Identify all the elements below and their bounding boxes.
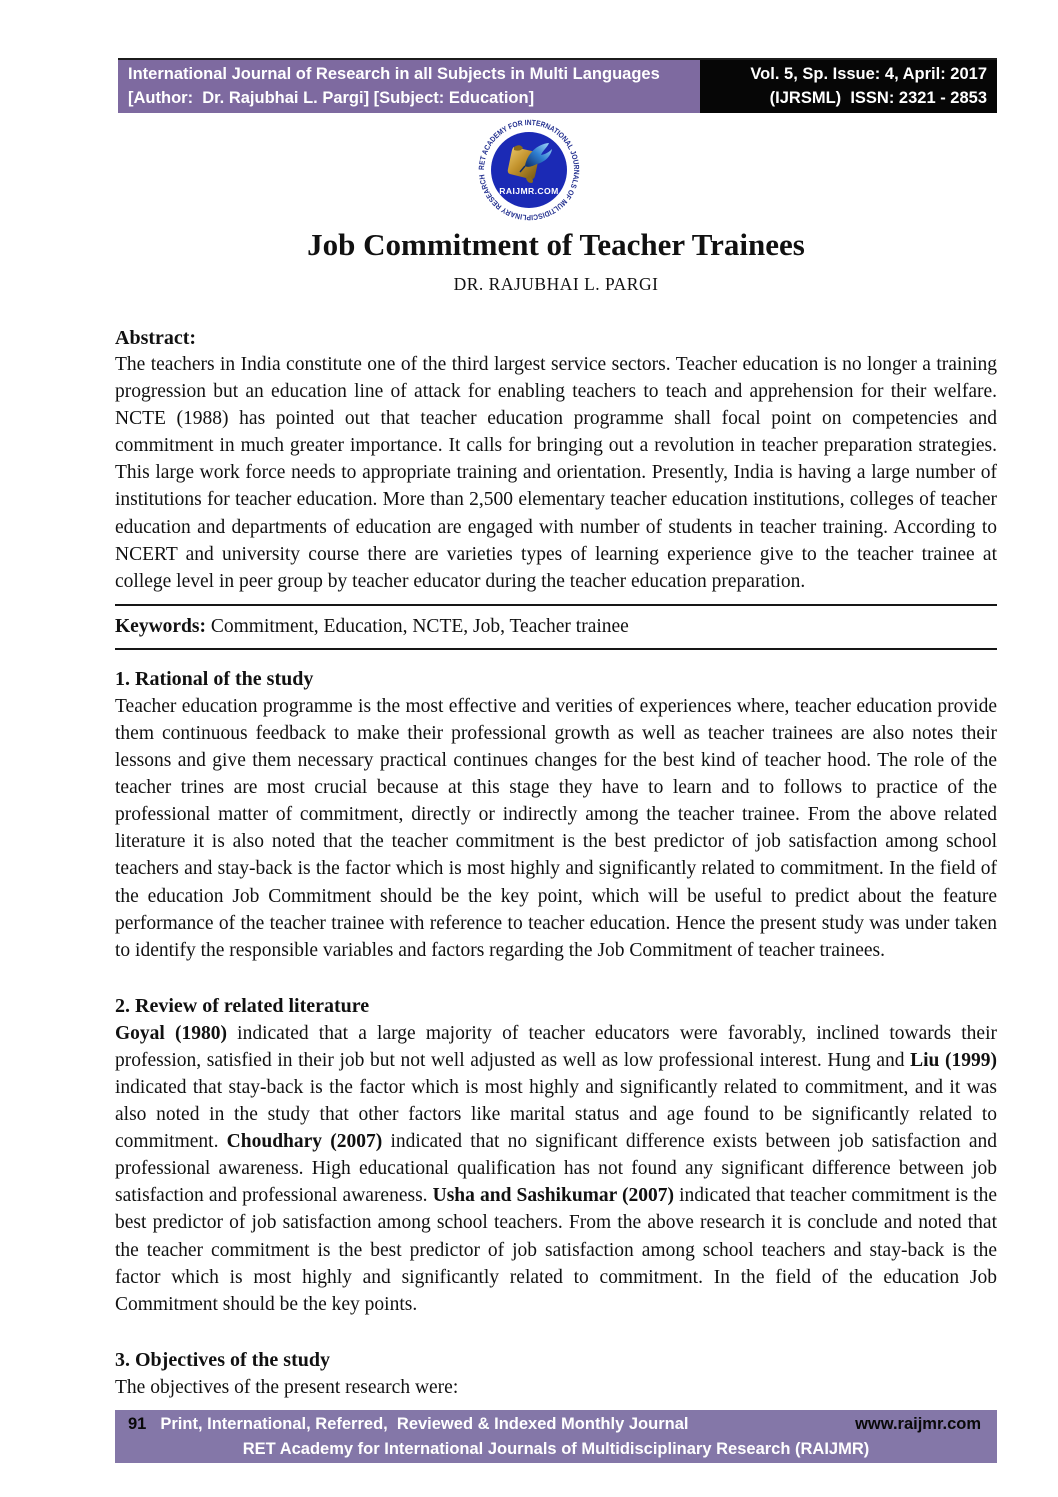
footer-academy-text: RET Academy for International Journals of Multidisciplinary Research (RAIJMR) — [242, 1440, 870, 1458]
header-bar — [118, 58, 997, 113]
footer-url: www.raijmr.com — [855, 1415, 981, 1433]
keywords-line: Keywords: Commitment, Education, NCTE, Job, Teacher trainee — [115, 615, 629, 637]
section-1-paragraph: Teacher education programme is the most effective and verities of experiences where, teacher education provide them continuous feedback to make their professional growth as well as teacher trainees are also notes their lessons and give them necessary practical continues changes for the best kind of teacher hood. The role of the teacher trines are most crucial because at this stage they have to learn and to follows to practice of the professional matter of commitment, directly or indirectly among the teacher trainee. From the above related literature it is also noted that the teacher commitment is the best predictor of job satisfaction among school teachers and stay-back is the factor which is most highly and significantly related to commitment. In the field of the education Job Commitment should be the key point, which will be useful to predict about the feature performance of the teacher trainee with reference to teacher education. Hence the present study was under taken to identify the responsible variables and factors regarding the Job Commitment of teacher trainees. — [115, 695, 997, 961]
section-3-heading: 3. Objectives of the study — [115, 1348, 330, 1371]
logo-ring-text: RET ACADEMY FOR INTERNATIONAL JOURNALS OF MULTIDISCIPLINARY RESEARCH — [476, 117, 582, 223]
paper-author: DR. RAJUBHAI L. PARGI — [453, 274, 659, 294]
logo-center-text: RAIJMR.COM — [499, 186, 559, 196]
page-number: 91 — [128, 1415, 147, 1433]
footer-journal-text: Print, International, Referred, Reviewed & Indexed Monthly Journal — [160, 1415, 689, 1433]
logo-row — [0, 114, 1058, 226]
divider-below-keywords — [115, 648, 997, 650]
section-3-paragraph: The objectives of the present research were: — [115, 1376, 459, 1398]
abstract-paragraph: The teachers in India constitute one of the third largest service sectors. Teacher education is no longer a training progression but an education line of attack for enabling teachers to teach and apprehension for their welfare. NCTE (1988) has pointed out that teacher education programme shall focal point on competencies and commitment in much greater importance. It calls for bringing out a revolution in teacher preparation strategies. This large work force needs to appropriate training and orientation. Presently, India is having a large number of institutions for teacher education. More than 2,500 elementary teacher education institutions, colleges of teacher education and departments of education are engaged with number of students in teacher training. According to NCERT and university course there are varieties types of learning experience give to the teacher trainee at college level in peer group by teacher educator during the teacher education preparation. — [115, 354, 997, 592]
header-journal-block — [118, 60, 700, 113]
section-2-paragraph: Goyal (1980) indicated that a large majority of teacher educators were favorably, inclined towards their profession, satisfied in their job but not well adjusted as well as low professional interest. Hung and Liu (1999) indicated that stay-back is the factor which is most highly and significantly related to commitment, and it was also noted in the study that other factors like marital status and age found to be significantly related to commitment. Choudhary (2007) indicated that no significant difference exists between job satisfaction and professional awareness. High educational qualification has not found any significant difference between job satisfaction and professional awareness. Usha and Sashikumar (2007) indicated that teacher commitment is the best predictor of job satisfaction among school teachers. From the above research it is conclude and noted that the teacher commitment is the best predictor of job satisfaction among school teachers and stay-back is the factor which is most highly and significantly related to commitment. In the field of the education Job Commitment should be the key points. — [115, 1022, 997, 1315]
raijmr-logo-icon — [473, 114, 585, 226]
section-2-heading: 2. Review of related literature — [115, 994, 370, 1017]
author-subject-line: [Author: Dr. Rajubhai L. Pargi] [Subject: Education] — [128, 89, 535, 107]
section-1-heading: 1. Rational of the study — [115, 667, 314, 690]
abstract-heading: Abstract: — [115, 327, 197, 349]
footer-line-1 — [115, 1412, 997, 1437]
journal-title-line: International Journal of Research in all Subjects in Multi Languages — [128, 65, 660, 83]
paper-title: Job Commitment of Teacher Trainees — [307, 227, 805, 262]
volume-issue-line: Vol. 5, Sp. Issue: 4, April: 2017 — [750, 65, 987, 83]
header-issue-block — [700, 60, 997, 113]
article-body — [115, 226, 997, 1401]
issn-line: (IJRSML) ISSN: 2321 - 2853 — [769, 89, 987, 107]
footer-bar — [115, 1410, 997, 1463]
